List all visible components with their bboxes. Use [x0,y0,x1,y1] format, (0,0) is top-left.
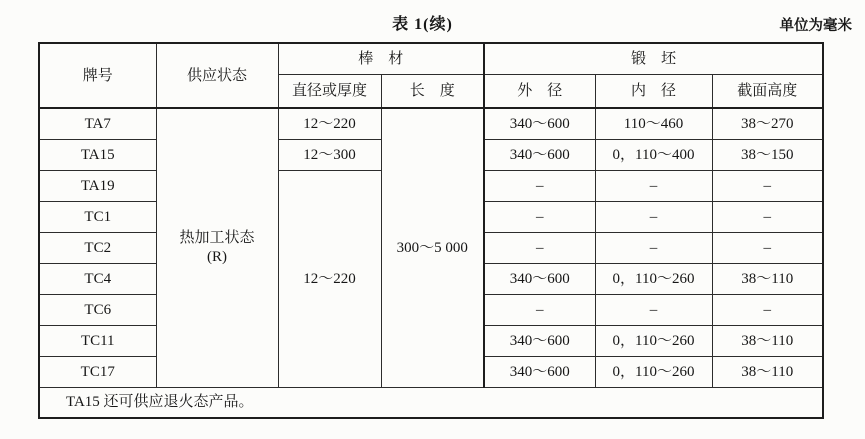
header-forging-group: 锻 坯 [484,43,823,74]
inner-diameter-cell: 0，110～260 [595,356,712,387]
section-height-cell: – [712,170,823,201]
footnote-row [39,387,823,418]
inner-diameter-cell: 0，110～260 [595,325,712,356]
table-row [39,108,823,139]
spec-table [38,42,824,419]
grade-cell: TA19 [39,170,156,201]
inner-diameter-cell: – [595,201,712,232]
grade-cell: TC1 [39,201,156,232]
diameter-cell: 12～220 [278,108,381,139]
outer-diameter-cell: – [484,201,595,232]
header-diameter-or-thickness: 直径或厚度 [278,74,381,108]
grade-cell: TC11 [39,325,156,356]
outer-diameter-cell: 340～600 [484,108,595,139]
diameter-cell: 12～300 [278,139,381,170]
inner-diameter-cell: – [595,170,712,201]
inner-diameter-cell: 0，110～260 [595,263,712,294]
outer-diameter-cell: – [484,232,595,263]
inner-diameter-cell: – [595,294,712,325]
header-outer-diameter: 外 径 [484,74,595,108]
outer-diameter-cell: 340～600 [484,263,595,294]
footnote-cell: TA15 还可供应退火态产品。 [39,387,823,418]
header-supply-state: 供应状态 [156,43,278,108]
inner-diameter-cell: – [595,232,712,263]
section-height-cell: – [712,294,823,325]
inner-diameter-cell: 110～460 [595,108,712,139]
inner-diameter-cell: 0，110～400 [595,139,712,170]
outer-diameter-cell: – [484,294,595,325]
outer-diameter-cell: 340～600 [484,325,595,356]
header-inner-diameter: 内 径 [595,74,712,108]
grade-cell: TA7 [39,108,156,139]
outer-diameter-cell: – [484,170,595,201]
header-row-groups [39,43,823,74]
outer-diameter-cell: 340～600 [484,356,595,387]
section-height-cell: 38～270 [712,108,823,139]
section-height-cell: 38～110 [712,325,823,356]
section-height-cell: – [712,201,823,232]
length-cell: 300～5 000 [381,108,484,387]
section-height-cell: 38～110 [712,263,823,294]
supply-state-cell [156,108,278,387]
unit-note: 单位为毫米 [779,18,852,34]
supply-state-line1: 热加工状态 [179,230,255,246]
table-title: 表 1(续) [392,16,453,33]
section-height-cell: – [712,232,823,263]
grade-cell: TC17 [39,356,156,387]
grade-cell: TC2 [39,232,156,263]
outer-diameter-cell: 340～600 [484,139,595,170]
diameter-merged-cell: 12～220 [278,170,381,387]
header-grade: 牌号 [39,43,156,108]
header-section-height: 截面高度 [712,74,823,108]
grade-cell: TC4 [39,263,156,294]
header-length: 长 度 [381,74,484,108]
header-bar-group: 棒 材 [278,43,484,74]
grade-cell: TC6 [39,294,156,325]
section-height-cell: 38～110 [712,356,823,387]
supply-state-line2: (R) [207,248,227,265]
grade-cell: TA15 [39,139,156,170]
section-height-cell: 38～150 [712,139,823,170]
